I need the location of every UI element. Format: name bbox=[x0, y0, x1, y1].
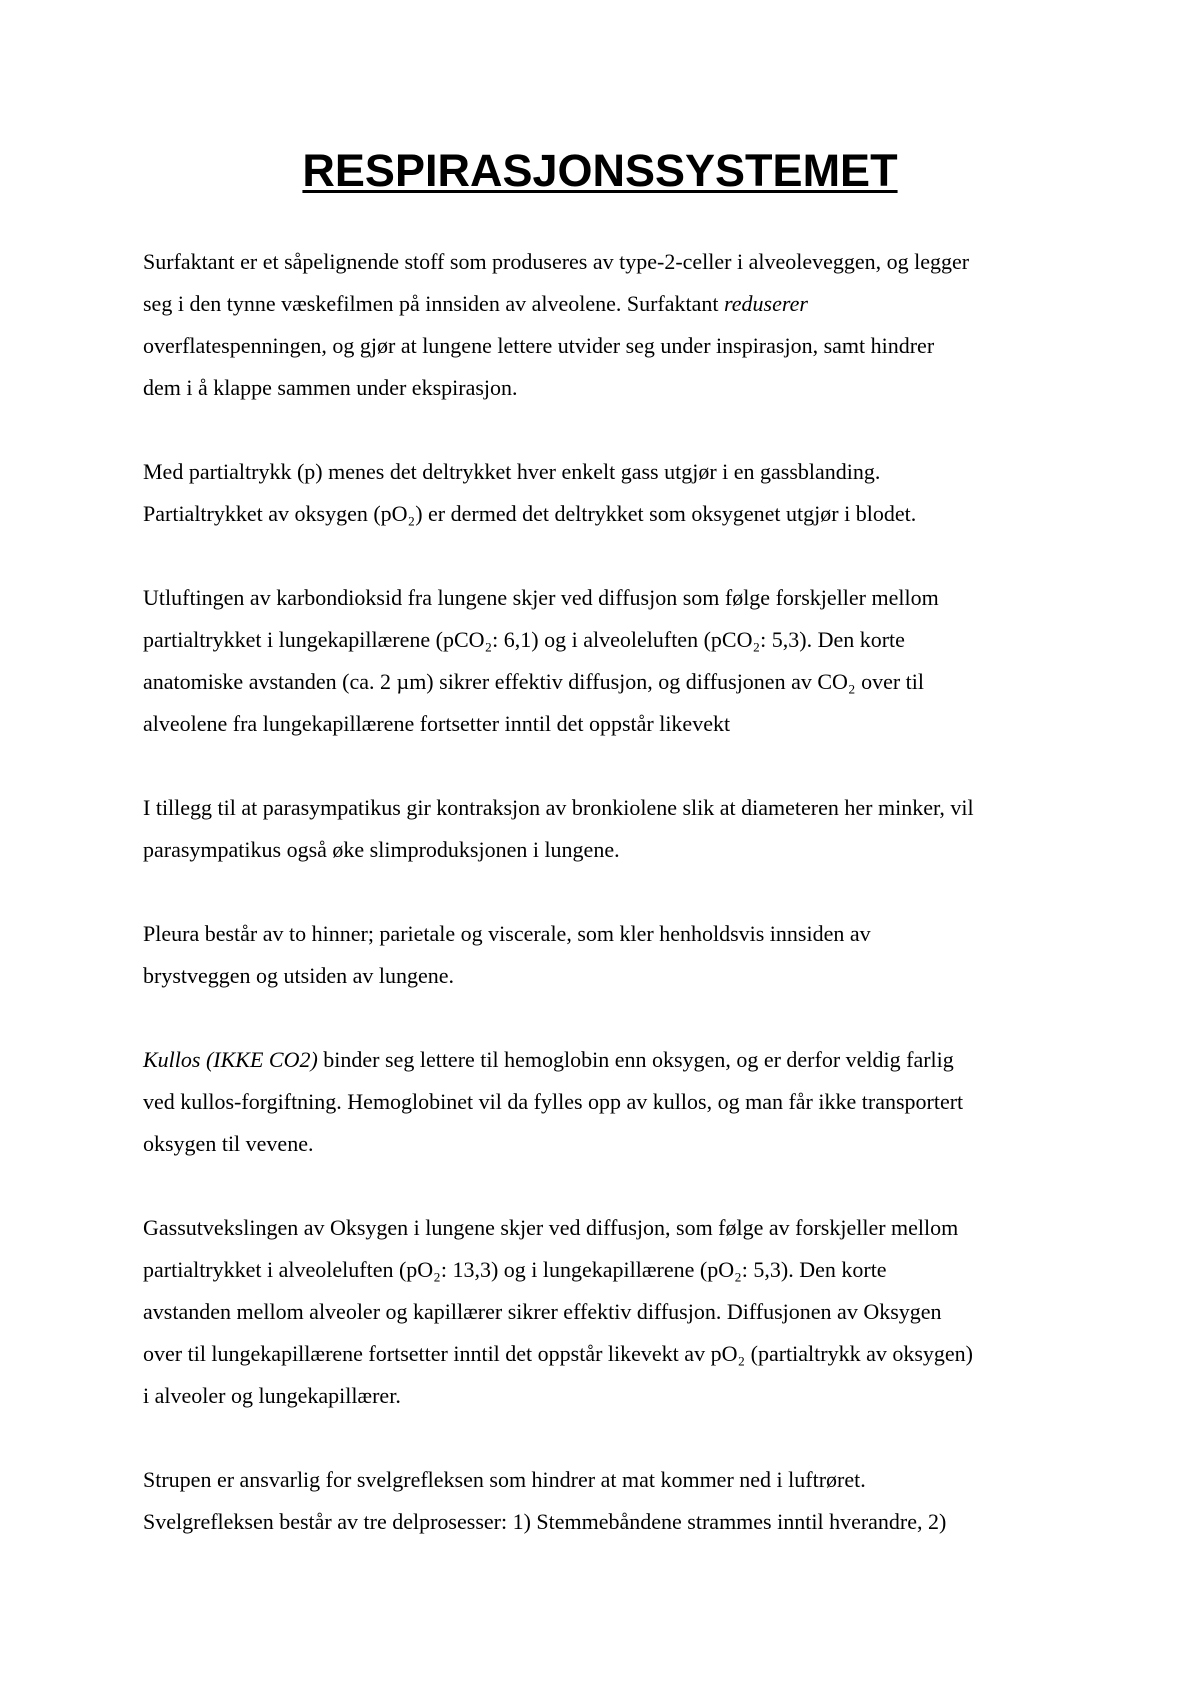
text-line bbox=[143, 787, 1083, 829]
text-segment: Partialtrykket av oksygen (pO₂) er dermed det deltrykket som oksygenet utgjør i blodet. bbox=[143, 501, 917, 526]
text-segment: brystveggen og utsiden av lungene. bbox=[143, 963, 454, 988]
text-segment: ved kullos-forgiftning. Hemoglobinet vil da fylles opp av kullos, og man får ikke transportert bbox=[143, 1089, 964, 1114]
paragraph bbox=[143, 241, 1083, 409]
text-segment: seg i den tynne væskefilmen på innsiden av alveolene. Surfaktant bbox=[143, 291, 725, 316]
text-segment: Med partialtrykk (p) menes det deltrykket hver enkelt gass utgjør i en gassblanding. bbox=[143, 459, 881, 484]
text-line bbox=[143, 577, 1083, 619]
text-segment: partialtrykket i alveoleluften (pO₂: 13,3) og i lungekapillærene (pO₂: 5,3). Den korte bbox=[143, 1257, 887, 1282]
text-line bbox=[143, 367, 1083, 409]
text-line bbox=[143, 1459, 1083, 1501]
text-line bbox=[143, 1375, 1083, 1417]
text-segment: dem i å klappe sammen under ekspirasjon. bbox=[143, 375, 518, 400]
text-segment: oksygen til vevene. bbox=[143, 1131, 314, 1156]
text-segment: avstanden mellom alveoler og kapillærer sikrer effektiv diffusjon. Diffusjonen av Oksygen bbox=[143, 1299, 942, 1324]
document-body bbox=[143, 241, 1083, 1585]
italic-text-segment: Kullos (IKKE CO2) bbox=[143, 1047, 318, 1072]
italic-text-segment: reduserer bbox=[724, 291, 808, 316]
paragraph bbox=[143, 577, 1083, 745]
text-segment: parasympatikus også øke slimproduksjonen i lungene. bbox=[143, 837, 620, 862]
text-line bbox=[143, 1207, 1083, 1249]
text-line bbox=[143, 703, 1083, 745]
text-line bbox=[143, 829, 1083, 871]
paragraph bbox=[143, 787, 1083, 871]
text-segment: over til lungekapillærene fortsetter inntil det oppstår likevekt av pO₂ (partialtrykk av oksygen) bbox=[143, 1341, 973, 1366]
text-segment: overflatespenningen, og gjør at lungene lettere utvider seg under inspirasjon, samt hindrer bbox=[143, 333, 935, 358]
paragraph bbox=[143, 913, 1083, 997]
text-segment: partialtrykket i lungekapillærene (pCO₂: 6,1) og i alveoleluften (pCO₂: 5,3). Den korte bbox=[143, 627, 905, 652]
document-title: RESPIRASJONSSYSTEMET bbox=[302, 145, 898, 196]
paragraph bbox=[143, 1207, 1083, 1417]
paragraph bbox=[143, 1459, 1083, 1543]
text-line bbox=[143, 1039, 1083, 1081]
text-line bbox=[143, 1249, 1083, 1291]
text-line bbox=[143, 451, 1083, 493]
paragraph bbox=[143, 451, 1083, 535]
text-segment: anatomiske avstanden (ca. 2 µm) sikrer effektiv diffusjon, og diffusjonen av CO₂ over til bbox=[143, 669, 924, 694]
text-line bbox=[143, 241, 1083, 283]
text-segment: Surfaktant er et såpelignende stoff som produseres av type-2-celler i alveoleveggen, og legger bbox=[143, 249, 970, 274]
text-line bbox=[143, 1291, 1083, 1333]
text-line bbox=[143, 493, 1083, 535]
text-segment: Gassutvekslingen av Oksygen i lungene skjer ved diffusjon, som følge av forskjeller mellom bbox=[143, 1215, 959, 1240]
text-line bbox=[143, 1333, 1083, 1375]
text-segment: Strupen er ansvarlig for svelgrefleksen som hindrer at mat kommer ned i luftrøret. bbox=[143, 1467, 866, 1492]
text-line bbox=[143, 955, 1083, 997]
text-line bbox=[143, 1501, 1083, 1543]
text-line bbox=[143, 913, 1083, 955]
text-segment: alveolene fra lungekapillærene fortsetter inntil det oppstår likevekt bbox=[143, 711, 731, 736]
paragraph bbox=[143, 1039, 1083, 1165]
text-segment: Pleura består av to hinner; parietale og viscerale, som kler henholdsvis innsiden av bbox=[143, 921, 871, 946]
text-segment: binder seg lettere til hemoglobin enn oksygen, og er derfor veldig farlig bbox=[317, 1047, 954, 1072]
text-line bbox=[143, 283, 1083, 325]
text-line bbox=[143, 619, 1083, 661]
text-segment: Utluftingen av karbondioksid fra lungene skjer ved diffusjon som følge forskjeller mellom bbox=[143, 585, 939, 610]
text-segment: Svelgrefleksen består av tre delprosesser: 1) Stemmebåndene strammes inntil hverandre, 2) bbox=[143, 1509, 947, 1534]
text-line bbox=[143, 1081, 1083, 1123]
text-line bbox=[143, 1123, 1083, 1165]
text-segment: i alveoler og lungekapillærer. bbox=[143, 1383, 401, 1408]
text-line bbox=[143, 661, 1083, 703]
text-segment: I tillegg til at parasympatikus gir kontraksjon av bronkiolene slik at diameteren her minker, vil bbox=[143, 795, 974, 820]
text-line bbox=[143, 325, 1083, 367]
